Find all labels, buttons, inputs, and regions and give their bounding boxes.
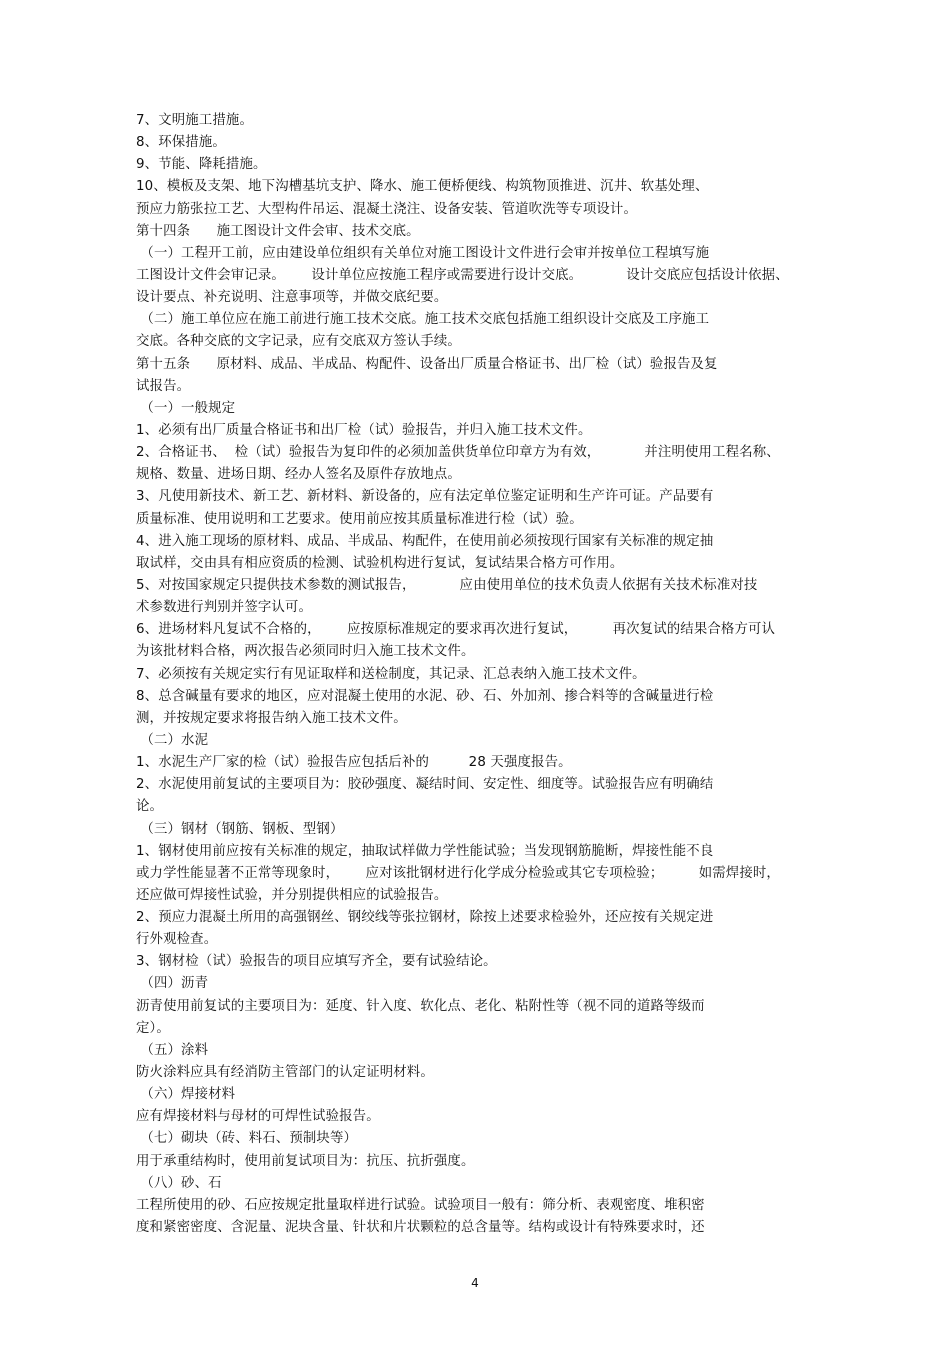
text-line: （一）一般规定 (136, 400, 236, 416)
text-line: （五）涂料 (136, 1042, 209, 1058)
text-line: 术参数进行判别并签字认可。 (136, 600, 313, 616)
text-line: 2、合格证书、 检（试）验报告为复印件的必须加盖供货单位印章方为有效， 并注明使用工程名称、 (136, 445, 780, 461)
text-line: 规格、数量、进场日期、经办人签名及原件存放地点。 (136, 467, 461, 483)
text-line: 质量标准、使用说明和工艺要求。使用前应按其质量标准进行检（试）验。 (136, 511, 583, 527)
text-line: 应有焊接材料与母材的可焊性试验报告。 (136, 1109, 380, 1125)
text-line: 预应力筋张拉工艺、大型构件吊运、混凝土浇注、设备安装、管道吹洗等专项设计。 (136, 201, 638, 217)
text-line: 还应做可焊接性试验，并分别提供相应的试验报告。 (136, 887, 448, 903)
page-number: 4 (471, 1276, 479, 1290)
text-line: 3、凡使用新技术、新工艺、新材料、新设备的，应有法定单位鉴定证明和生产许可证。产品要有 (136, 489, 714, 505)
text-line: 1、水泥生产厂家的检（试）验报告应包括后补的 28 天强度报告。 (136, 755, 572, 771)
text-line: 7、文明施工措施。 (136, 113, 253, 128)
text-line: 设计要点、补充说明、注意事项等，并做交底纪要。 (136, 290, 448, 306)
text-line: 或力学性能显著不正常等现象时， 应对该批钢材进行化学成分检验或其它专项检验； 如需焊接时， (136, 865, 780, 881)
text-line: （七）砌块（砖、料石、预制块等） (136, 1131, 358, 1147)
text-line: 行外观检查。 (136, 932, 218, 948)
text-line: 10、模板及支架、地下沟槽基坑支护、降水、施工便桥便线、构筑物顶推进、沉井、软基处理、 (136, 179, 709, 195)
text-line: 第十五条 原材料、成品、半成品、构配件、设备出厂质量合格证书、出厂检（试）验报告及复 (136, 356, 718, 372)
text-line: 为该批材料合格，两次报告必须同时归入施工技术文件。 (136, 644, 475, 660)
text-line: （八）砂、石 (136, 1175, 222, 1191)
text-line: 1、钢材使用前应按有关标准的规定，抽取试样做力学性能试验；当发现钢筋脆断，焊接性能不良 (136, 843, 714, 859)
text-line: 第十四条 施工图设计文件会审、技术交底。 (136, 223, 420, 239)
text-line: 1、必须有出厂质量合格证书和出厂检（试）验报告，并归入施工技术文件。 (136, 422, 592, 438)
text-line: 度和紧密密度、含泥量、泥块含量、针状和片状颗粒的总含量等。结构或设计有特殊要求时，还 (136, 1220, 705, 1236)
text-line: 测，并按规定要求将报告纳入施工技术文件。 (136, 710, 407, 726)
text-line: 试报告。 (136, 378, 191, 394)
body-text (136, 110, 836, 1239)
text-line: 工程所使用的砂、石应按规定批量取样进行试验。试验项目一般有：筛分析、表观密度、堆积密 (136, 1197, 705, 1213)
text-line: （三）钢材（钢筋、钢板、型钢） (136, 821, 344, 837)
text-line: 8、环保措施。 (136, 135, 226, 151)
text-line: 6、进场材料凡复试不合格的， 应按原标准规定的要求再次进行复试， 再次复试的结果合格方可认 (136, 622, 776, 638)
text-line: （二）水泥 (136, 732, 209, 748)
text-line: 7、必须按有关规定实行有见证取样和送检制度，其记录、汇总表纳入施工技术文件。 (136, 666, 646, 682)
text-line: 4、进入施工现场的原材料、成品、半成品、构配件，在使用前必须按现行国家有关标准的规定抽 (136, 533, 714, 549)
text-line: 2、水泥使用前复试的主要项目为：胶砂强度、凝结时间、安定性、细度等。试验报告应有明确结 (136, 777, 714, 793)
text-line: 交底。各种交底的文字记录，应有交底双方签认手续。 (136, 334, 461, 350)
text-line: 工图设计文件会审记录。 设计单位应按施工程序或需要进行设计交底。 设计交底应包括设计依据、 (136, 267, 789, 283)
text-line: 用于承重结构时，使用前复试项目为：抗压、抗折强度。 (136, 1153, 475, 1169)
text-line: 防火涂料应具有经消防主管部门的认定证明材料。 (136, 1065, 434, 1081)
text-line: （四）沥青 (136, 976, 209, 992)
text-line: （六）焊接材料 (136, 1087, 236, 1103)
text-line: （二）施工单位应在施工前进行施工技术交底。施工技术交底包括施工组织设计交底及工序施工 (136, 312, 710, 328)
text-line: 2、预应力混凝土所用的高强钢丝、钢绞线等张拉钢材，除按上述要求检验外，还应按有关规定进 (136, 910, 714, 926)
text-line: 取试样，交由具有相应资质的检测、试验机构进行复试，复试结果合格方可作用。 (136, 555, 624, 571)
text-line: 5、对按国家规定只提供技术参数的测试报告， 应由使用单位的技术负责人依据有关技术标准对技 (136, 577, 758, 593)
text-line: 沥青使用前复试的主要项目为：延度、针入度、软化点、老化、粘附性等（视不同的道路等级而 (136, 998, 705, 1014)
text-line: （一）工程开工前，应由建设单位组织有关单位对施工图设计文件进行会审并按单位工程填写施 (136, 245, 710, 261)
text-line: 论。 (136, 799, 164, 815)
text-line: 3、钢材检（试）验报告的项目应填写齐全，要有试验结论。 (136, 954, 497, 970)
text-line: 8、总含碱量有要求的地区，应对混凝土使用的水泥、砂、石、外加剂、掺合料等的含碱量进行检 (136, 688, 714, 704)
text-line: 9、节能、降耗措施。 (136, 157, 267, 173)
text-line: 定）。 (136, 1020, 170, 1036)
